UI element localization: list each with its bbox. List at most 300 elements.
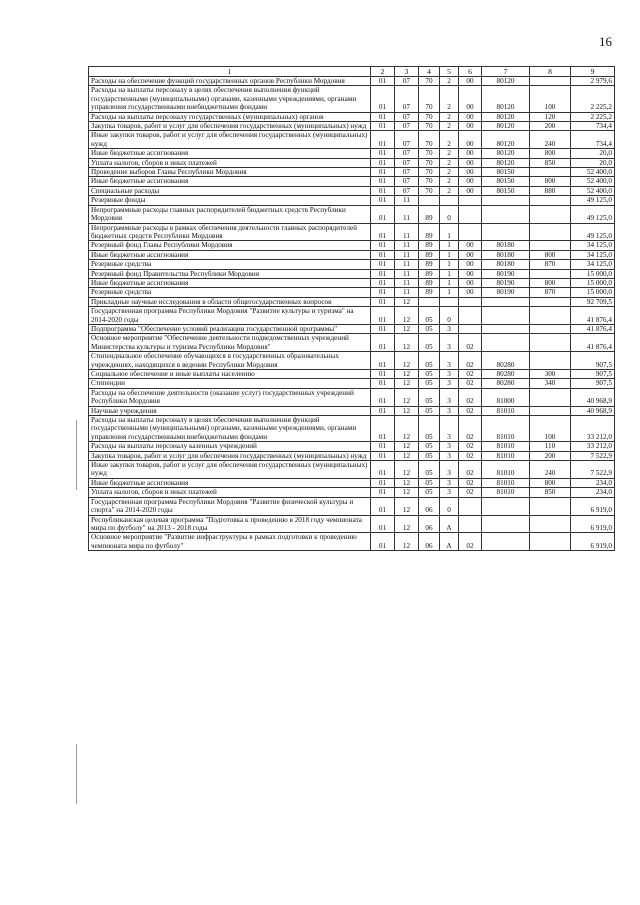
table-row: [89, 158, 615, 167]
cell-subprogram: 2: [440, 112, 459, 121]
table-row: [89, 149, 615, 158]
cell-expense-type: 200: [530, 451, 571, 460]
cell-section: 01: [371, 533, 395, 551]
cell-amount: 2 979,6: [571, 77, 615, 86]
cell-event: 00: [459, 149, 482, 158]
margin-mark: [76, 744, 77, 804]
cell-subprogram: 3: [440, 406, 459, 415]
cell-program: 70: [419, 168, 440, 177]
cell-direction: 80120: [482, 86, 530, 112]
cell-subprogram: 1: [440, 269, 459, 278]
cell-program: 05: [419, 324, 440, 333]
cell-subprogram: 0: [440, 307, 459, 325]
cell-amount: 15 000,0: [571, 278, 615, 287]
cell-event: 00: [459, 186, 482, 195]
cell-section: 01: [371, 352, 395, 370]
cell-expense-type: 850: [530, 158, 571, 167]
cell-expense-type: 100: [530, 416, 571, 442]
cell-amount: 15 000,0: [571, 288, 615, 297]
column-header-event: 6: [459, 67, 482, 77]
table-row: [89, 250, 615, 259]
cell-expense-type: 110: [530, 442, 571, 451]
cell-expense-type: [530, 297, 571, 306]
cell-direction: 81010: [482, 416, 530, 442]
cell-program: 05: [419, 461, 440, 479]
cell-event: 00: [459, 168, 482, 177]
cell-subsection: 12: [395, 352, 419, 370]
table-row: [89, 112, 615, 121]
table-row: [89, 388, 615, 406]
cell-event: 00: [459, 260, 482, 269]
table-row: [89, 352, 615, 370]
cell-subprogram: 3: [440, 388, 459, 406]
cell-description: Резервный фонд Главы Республики Мордовия: [89, 241, 371, 250]
cell-amount: 20,0: [571, 158, 615, 167]
cell-subsection: 12: [395, 370, 419, 379]
cell-expense-type: [530, 241, 571, 250]
cell-subprogram: 0: [440, 205, 459, 223]
cell-description: Резервные средства: [89, 288, 371, 297]
column-header-subsection: 3: [395, 67, 419, 77]
cell-expense-type: [530, 324, 571, 333]
cell-description: Государственная программа Республики Мордовия "Развитие физической культуры и спорта" на 2014-2020 годы: [89, 497, 371, 515]
cell-section: 01: [371, 461, 395, 479]
cell-subsection: 07: [395, 158, 419, 167]
table-row: [89, 379, 615, 388]
cell-amount: 92 709,5: [571, 297, 615, 306]
table-row: [89, 196, 615, 205]
cell-direction: [482, 515, 530, 533]
cell-subprogram: 2: [440, 168, 459, 177]
cell-program: [419, 297, 440, 306]
cell-section: 01: [371, 488, 395, 497]
cell-amount: 234,0: [571, 488, 615, 497]
cell-section: 01: [371, 205, 395, 223]
cell-section: 01: [371, 416, 395, 442]
cell-expense-type: 800: [530, 250, 571, 259]
cell-amount: 7 522,9: [571, 461, 615, 479]
cell-expense-type: 340: [530, 379, 571, 388]
cell-direction: [482, 223, 530, 241]
cell-expense-type: 800: [530, 278, 571, 287]
cell-amount: 41 876,4: [571, 334, 615, 352]
cell-amount: 40 968,9: [571, 388, 615, 406]
cell-description: Закупка товаров, работ и услуг для обеспечения государственных (муниципальных) нужд: [89, 122, 371, 131]
cell-event: 00: [459, 241, 482, 250]
cell-description: Республиканская целевая программа "Подготовка к проведению в 2018 году чемпионата мира по футболу" на 2013 - 2018 годы: [89, 515, 371, 533]
cell-amount: 34 125,0: [571, 241, 615, 250]
cell-program: 06: [419, 515, 440, 533]
cell-direction: 81010: [482, 478, 530, 487]
cell-amount: 907,5: [571, 352, 615, 370]
table-row: [89, 122, 615, 131]
cell-program: 05: [419, 352, 440, 370]
table-row: [89, 488, 615, 497]
cell-subsection: 11: [395, 288, 419, 297]
cell-subprogram: [440, 196, 459, 205]
cell-expense-type: [530, 205, 571, 223]
cell-expense-type: 870: [530, 288, 571, 297]
cell-subsection: 12: [395, 515, 419, 533]
cell-event: 00: [459, 112, 482, 121]
cell-program: 70: [419, 131, 440, 149]
cell-expense-type: [530, 388, 571, 406]
cell-subprogram: 2: [440, 186, 459, 195]
cell-subprogram: 2: [440, 131, 459, 149]
cell-description: Стипендии: [89, 379, 371, 388]
cell-event: 02: [459, 478, 482, 487]
cell-amount: 41 876,4: [571, 307, 615, 325]
cell-section: 01: [371, 370, 395, 379]
cell-section: 01: [371, 269, 395, 278]
cell-event: 02: [459, 461, 482, 479]
cell-event: [459, 307, 482, 325]
cell-amount: 6 919,0: [571, 533, 615, 551]
cell-section: 01: [371, 307, 395, 325]
cell-description: Уплата налогов, сборов и иных платежей: [89, 158, 371, 167]
cell-description: Основное мероприятие "Обеспечение деятельности подведомственных учреждений Министерства культуры и туризма Республики Мордовия": [89, 334, 371, 352]
cell-amount: 907,5: [571, 370, 615, 379]
cell-section: 01: [371, 112, 395, 121]
cell-event: 02: [459, 406, 482, 415]
cell-subprogram: 3: [440, 416, 459, 442]
cell-subsection: 11: [395, 241, 419, 250]
cell-event: 00: [459, 86, 482, 112]
cell-section: 01: [371, 297, 395, 306]
table-row: [89, 533, 615, 551]
cell-amount: 234,0: [571, 478, 615, 487]
table-body: [89, 77, 615, 551]
cell-amount: 734,4: [571, 131, 615, 149]
cell-direction: [482, 307, 530, 325]
cell-section: 01: [371, 379, 395, 388]
cell-section: 01: [371, 260, 395, 269]
cell-amount: 15 000,0: [571, 269, 615, 278]
cell-direction: 81010: [482, 488, 530, 497]
cell-program: 89: [419, 260, 440, 269]
cell-program: 05: [419, 478, 440, 487]
cell-program: 89: [419, 205, 440, 223]
cell-section: 01: [371, 515, 395, 533]
cell-expense-type: [530, 269, 571, 278]
table-row: [89, 177, 615, 186]
cell-subsection: 12: [395, 406, 419, 415]
cell-subprogram: 1: [440, 241, 459, 250]
cell-amount: 49 125,0: [571, 196, 615, 205]
cell-subprogram: 2: [440, 77, 459, 86]
cell-direction: 80190: [482, 269, 530, 278]
cell-expense-type: [530, 352, 571, 370]
cell-event: [459, 205, 482, 223]
cell-subprogram: 1: [440, 278, 459, 287]
cell-section: 01: [371, 406, 395, 415]
cell-amount: 52 400,0: [571, 177, 615, 186]
cell-description: Расходы на обеспечение функций государственных органов Республики Мордовия: [89, 77, 371, 86]
cell-amount: 52 400,0: [571, 186, 615, 195]
cell-description: Резервный фонд Правительства Республики Мордовия: [89, 269, 371, 278]
cell-expense-type: [530, 334, 571, 352]
cell-direction: 81010: [482, 442, 530, 451]
cell-amount: 33 212,0: [571, 416, 615, 442]
cell-description: Иные закупки товаров, работ и услуг для обеспечения государственных (муниципальных) нужд: [89, 131, 371, 149]
cell-subprogram: 0: [440, 497, 459, 515]
cell-subsection: 07: [395, 122, 419, 131]
cell-event: 00: [459, 77, 482, 86]
cell-description: Проведение выборов Главы Республики Мордовия: [89, 168, 371, 177]
cell-event: 02: [459, 533, 482, 551]
cell-event: [459, 324, 482, 333]
cell-direction: 80120: [482, 122, 530, 131]
cell-event: [459, 196, 482, 205]
cell-description: Непрограммные расходы главных распорядителей бюджетных средств Республики Мордовия: [89, 205, 371, 223]
cell-expense-type: 240: [530, 461, 571, 479]
cell-expense-type: 240: [530, 131, 571, 149]
table-row: [89, 77, 615, 86]
cell-subsection: 07: [395, 77, 419, 86]
table-row: [89, 168, 615, 177]
table-row: [89, 307, 615, 325]
margin-mark: [76, 420, 77, 490]
cell-expense-type: [530, 77, 571, 86]
cell-program: 89: [419, 241, 440, 250]
cell-section: 01: [371, 478, 395, 487]
cell-program: 89: [419, 288, 440, 297]
table-row: [89, 288, 615, 297]
cell-event: 02: [459, 352, 482, 370]
cell-amount: 49 125,0: [571, 205, 615, 223]
cell-description: Иные бюджетные ассигнования: [89, 177, 371, 186]
cell-direction: [482, 324, 530, 333]
cell-subsection: 12: [395, 307, 419, 325]
cell-program: 05: [419, 451, 440, 460]
cell-program: 89: [419, 223, 440, 241]
cell-event: [459, 497, 482, 515]
cell-direction: 80180: [482, 260, 530, 269]
cell-event: 00: [459, 288, 482, 297]
cell-expense-type: 100: [530, 86, 571, 112]
cell-subprogram: [440, 297, 459, 306]
cell-amount: 6 919,0: [571, 497, 615, 515]
cell-section: 01: [371, 288, 395, 297]
cell-subprogram: 2: [440, 122, 459, 131]
cell-amount: 34 125,0: [571, 250, 615, 259]
cell-program: 70: [419, 177, 440, 186]
cell-expense-type: 850: [530, 488, 571, 497]
cell-direction: 80190: [482, 278, 530, 287]
cell-direction: [482, 533, 530, 551]
cell-description: Расходы на выплаты персоналу в целях обеспечения выполнения функций государственными (муниципальными) органами, казенными учреждениями, органами управления государственными внебюджетными фондами: [89, 86, 371, 112]
cell-subprogram: 1: [440, 288, 459, 297]
cell-direction: [482, 334, 530, 352]
cell-section: 01: [371, 497, 395, 515]
cell-expense-type: [530, 406, 571, 415]
cell-description: Закупка товаров, работ и услуг для обеспечения государственных (муниципальных) нужд: [89, 451, 371, 460]
cell-direction: 80150: [482, 168, 530, 177]
cell-subprogram: А: [440, 515, 459, 533]
cell-subsection: 11: [395, 223, 419, 241]
cell-description: Расходы на выплаты персоналу в целях обеспечения выполнения функций государственными (муниципальными) органами, казенными учреждениями, органами управления государственными внебюджетными фондами: [89, 416, 371, 442]
table-row: [89, 451, 615, 460]
cell-subsection: 12: [395, 416, 419, 442]
cell-subsection: 12: [395, 379, 419, 388]
cell-direction: 81010: [482, 406, 530, 415]
cell-program: 70: [419, 122, 440, 131]
cell-description: Иные закупки товаров, работ и услуг для обеспечения государственных (муниципальных) нужд: [89, 461, 371, 479]
cell-description: Расходы на выплаты персоналу казенных учреждений: [89, 442, 371, 451]
cell-direction: 81010: [482, 451, 530, 460]
cell-section: 01: [371, 451, 395, 460]
cell-subsection: 12: [395, 442, 419, 451]
cell-direction: 80280: [482, 379, 530, 388]
cell-description: Иные бюджетные ассигнования: [89, 250, 371, 259]
cell-amount: 41 876,4: [571, 324, 615, 333]
cell-direction: 81000: [482, 388, 530, 406]
table-row: [89, 461, 615, 479]
cell-event: [459, 297, 482, 306]
cell-section: 01: [371, 158, 395, 167]
cell-subsection: 11: [395, 196, 419, 205]
cell-expense-type: 870: [530, 260, 571, 269]
table-row: [89, 186, 615, 195]
cell-subsection: 07: [395, 112, 419, 121]
cell-subprogram: 3: [440, 324, 459, 333]
cell-subsection: 07: [395, 86, 419, 112]
cell-subprogram: 3: [440, 451, 459, 460]
table-row: [89, 278, 615, 287]
cell-subsection: 07: [395, 177, 419, 186]
cell-program: 70: [419, 158, 440, 167]
cell-program: 70: [419, 149, 440, 158]
table-row: [89, 269, 615, 278]
cell-direction: 80120: [482, 149, 530, 158]
cell-amount: 33 212,0: [571, 442, 615, 451]
table-row: [89, 324, 615, 333]
cell-expense-type: [530, 533, 571, 551]
cell-subprogram: 2: [440, 177, 459, 186]
column-header-section: 2: [371, 67, 395, 77]
table-row: [89, 478, 615, 487]
cell-direction: 80190: [482, 288, 530, 297]
cell-program: 89: [419, 278, 440, 287]
cell-description: Резервные фонды: [89, 196, 371, 205]
cell-subprogram: 1: [440, 223, 459, 241]
cell-event: 00: [459, 177, 482, 186]
cell-subsection: 11: [395, 278, 419, 287]
column-header-subprogram: 5: [440, 67, 459, 77]
cell-description: Резервные средства: [89, 260, 371, 269]
cell-description: Расходы на обеспечение деятельности (оказание услуг) государственных учреждений Республики Мордовия: [89, 388, 371, 406]
cell-subsection: 12: [395, 297, 419, 306]
cell-event: 02: [459, 379, 482, 388]
cell-program: 89: [419, 269, 440, 278]
cell-direction: 80280: [482, 370, 530, 379]
cell-expense-type: [530, 307, 571, 325]
cell-amount: 2 225,2: [571, 112, 615, 121]
table-row: [89, 260, 615, 269]
cell-subsection: 12: [395, 478, 419, 487]
cell-event: 02: [459, 370, 482, 379]
cell-direction: [482, 196, 530, 205]
cell-amount: 40 968,9: [571, 406, 615, 415]
cell-section: 01: [371, 122, 395, 131]
cell-description: Уплата налогов, сборов и иных платежей: [89, 488, 371, 497]
cell-event: 00: [459, 122, 482, 131]
cell-program: 06: [419, 533, 440, 551]
cell-program: 05: [419, 307, 440, 325]
cell-direction: 80120: [482, 112, 530, 121]
cell-subprogram: 1: [440, 260, 459, 269]
cell-expense-type: [530, 196, 571, 205]
cell-section: 01: [371, 388, 395, 406]
cell-program: 89: [419, 250, 440, 259]
cell-program: 70: [419, 86, 440, 112]
cell-expense-type: 800: [530, 177, 571, 186]
cell-event: 02: [459, 488, 482, 497]
table-header-row: [89, 67, 615, 77]
cell-subprogram: 3: [440, 370, 459, 379]
cell-expense-type: [530, 223, 571, 241]
cell-section: 01: [371, 149, 395, 158]
cell-description: Подпрограмма "Обеспечение условий реализации государственной программы": [89, 324, 371, 333]
cell-subprogram: 3: [440, 488, 459, 497]
cell-expense-type: 300: [530, 370, 571, 379]
cell-description: Государственная программа Республики Мордовия "Развитие культуры и туризма" на 2014-2020 годы: [89, 307, 371, 325]
table-row: [89, 497, 615, 515]
cell-program: 70: [419, 77, 440, 86]
cell-event: 00: [459, 278, 482, 287]
cell-program: 05: [419, 379, 440, 388]
cell-subprogram: 2: [440, 149, 459, 158]
cell-subprogram: 2: [440, 86, 459, 112]
cell-subprogram: 3: [440, 352, 459, 370]
cell-program: 05: [419, 406, 440, 415]
table-row: [89, 241, 615, 250]
cell-direction: 80280: [482, 352, 530, 370]
cell-subprogram: 3: [440, 461, 459, 479]
column-header-program: 4: [419, 67, 440, 77]
table-row: [89, 86, 615, 112]
cell-amount: 734,4: [571, 122, 615, 131]
cell-program: 05: [419, 442, 440, 451]
cell-event: 02: [459, 388, 482, 406]
cell-subsection: 11: [395, 205, 419, 223]
cell-direction: [482, 497, 530, 515]
cell-program: 05: [419, 416, 440, 442]
cell-subprogram: 3: [440, 334, 459, 352]
column-header-amount: 9: [571, 67, 615, 77]
budget-table: [88, 66, 615, 551]
cell-direction: 80120: [482, 77, 530, 86]
cell-description: Иные бюджетные ассигнования: [89, 278, 371, 287]
cell-description: Непрограммные расходы в рамках обеспечения деятельности главных распорядителей бюджетных средств Республики Мордовия: [89, 223, 371, 241]
cell-description: Социальное обеспечение и иные выплаты населению: [89, 370, 371, 379]
cell-description: Прикладные научные исследования в области общегосударственных вопросов: [89, 297, 371, 306]
cell-subsection: 11: [395, 269, 419, 278]
cell-program: 05: [419, 488, 440, 497]
cell-expense-type: [530, 497, 571, 515]
cell-expense-type: [530, 515, 571, 533]
cell-subsection: 07: [395, 186, 419, 195]
cell-direction: 80120: [482, 158, 530, 167]
cell-expense-type: 200: [530, 122, 571, 131]
cell-program: 70: [419, 186, 440, 195]
cell-subsection: 12: [395, 334, 419, 352]
cell-description: Научные учреждения: [89, 406, 371, 415]
cell-event: 00: [459, 131, 482, 149]
cell-subsection: 12: [395, 451, 419, 460]
cell-subsection: 07: [395, 168, 419, 177]
cell-event: 02: [459, 416, 482, 442]
